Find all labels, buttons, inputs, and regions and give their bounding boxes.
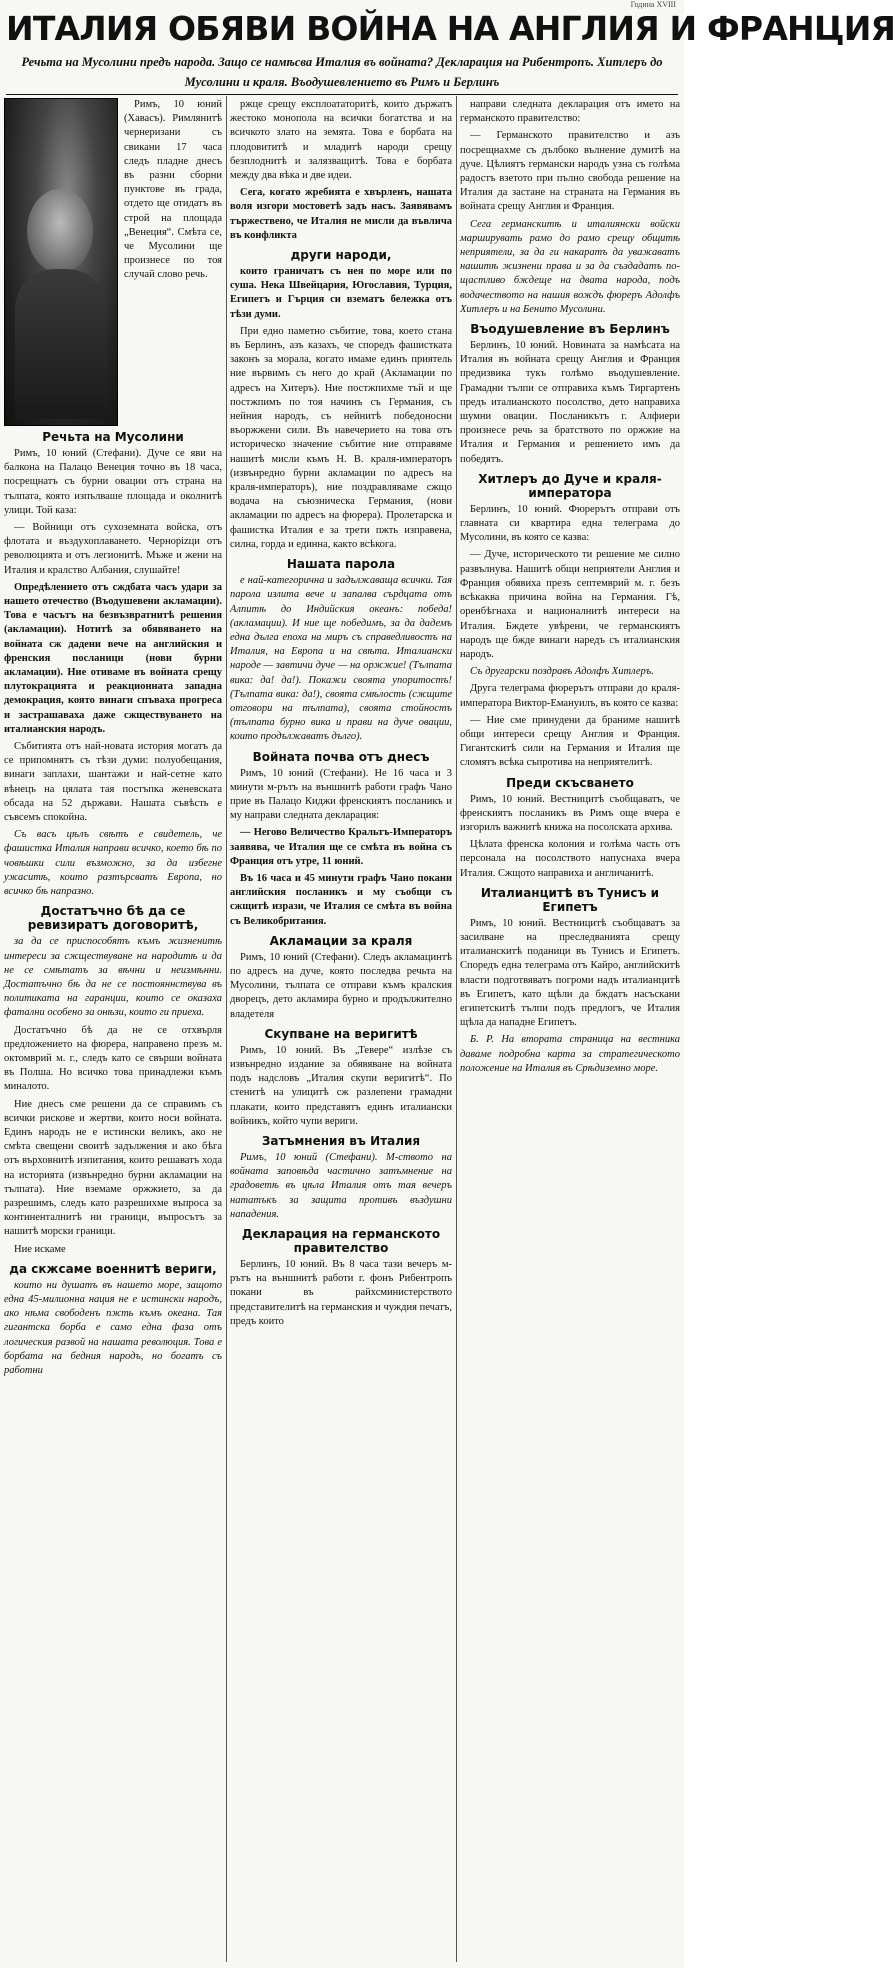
article-paragraph-bold: които граничатъ съ нея по море или по суша. Нека Швейцария, Югославия, Турция, Египетъ и Гърция си взематъ бележка отъ тѣзи думи. [230, 266, 452, 320]
article-paragraph: Римъ, 10 юний. Вестницитѣ съобщаватъ, че френскиятъ посланикъ въ Римъ още вчера е изгорилъ важнитѣ книжа на посолската архива. [460, 793, 680, 833]
column-3 [460, 98, 680, 1962]
article-paragraph-italic: Съ васъ цѣлъ свѣтъ е свидетель, че фашистка Италия направи всичко, което бѣ по човѣшки сили възможно, за да избегне ужаситѣ, които разтърсватъ Европа, но всичко бѣ напразно. [4, 829, 222, 898]
section-heading: Скупване на веригитѣ [264, 1026, 418, 1041]
section-heading: Нашата парола [286, 557, 396, 572]
article-paragraph: — Дуче, историческото ти решение ме силно развълнува. Нашитѣ общи неприятели Англия и Франция обявиха презъ септемврий м. г. безъ всѣкаква причина война на Германия. Гѣ, оренбѣгнаха и националнитѣ интереси на Италия. Бждете увѣрени, че германскиятъ народъ ще бжде винаги наредъ съ италианския народъ. [460, 549, 680, 660]
main-headline: ИТАЛИЯ ОБЯВИ ВОЙНА НА АНГЛИЯ И ФРАНЦИЯ [6, 9, 895, 48]
photo-caption: Речьта на Мусолини [42, 430, 184, 444]
article-paragraph-bold: Сега, когато жребията е хвърленъ, нашата воля изгори мостоветѣ задъ насъ. Заявявамъ тържествено, че Италия не мисли да въвлича въ конфликта [230, 187, 452, 241]
editorial-note: Б. Р. На втората страница на вестника даваме подробна карта за стратегическото положение на Италия въ Срѣдиземно море. [460, 1034, 680, 1074]
article-paragraph: ржце срещу експлоататоритѣ, които държатъ жестоко монопола на всички богатства и на всичкото злато на земята. Това е борбата на плодовититѣ и младитѣ народи срещу безплоднитѣ и залязващитѣ. Това е борбата между два вѣка и две идеи. [230, 99, 452, 182]
section-heading: Войната почва отъ днесъ [252, 749, 430, 764]
article-paragraph-bold: — Негово Величество Кральтъ-Императоръ заявява, че Италия ще се смѣта въ война съ Франция отъ утре, 11 юний. [230, 827, 452, 867]
column-rule-1 [226, 96, 227, 1962]
article-paragraph-italic: за да се приспособятъ къмъ жизненитѣ интереси за сжществуване на народитѣ и да не се смѣтатъ за вѣчни и неизмѣнни. Достатъчно бѣ да не се постояннствува въ политиката на гаранции, които се оказаха фатални особено за онѣзи, които ги приеха. [4, 936, 222, 1019]
article-paragraph-italic: които ни душатъ въ нашето море, защото една 45-милионна нация не е истински народъ, ако нѣма свободенъ пжть къмъ океана. Тая гигантска борба е само една фаза отъ логическия развой на нашата революция. Това е борбата на бедния народъ, но богатъ съ работни [4, 1279, 222, 1376]
article-paragraph: — Войници отъ сухоземната войска, отъ флотата и въздухоплаването. Чернорizци отъ революцията и отъ легионитѣ. Мъже и жени на Италия и кралство Албания, слушайте! [4, 522, 222, 576]
section-heading: Хитлеръ до Дуче и краля-императора [478, 471, 662, 500]
article-paragraph: Достатъчно бѣ да не се отхвърля предложението на фюрера, направено презъ м. октомврий м. г., следъ като се свърши войната въ Полша. Но всичко това принадлежи къмъ миналото. [4, 1024, 222, 1093]
article-paragraph: направи следната декларация отъ името на германското правителство: [460, 99, 680, 125]
section-heading: други народи, [290, 248, 392, 263]
section-heading: Преди скъсването [506, 775, 634, 790]
article-paragraph: Берлинъ, 10 юний. Новината за намѣсата на Италия въ войната срещу Англия и Франция предизвика тукъ голѣмо въодушевление. Грамадни тълпи се отправиха къмъ Тиргартенъ предъ италианското посолство, дето направиха шумни овации. Посланикътъ г. Алфиери произнесе речь за братството по оржжие на Италия и Германия и решението имъ да победятъ. [460, 340, 680, 465]
mussolini-photo [4, 98, 118, 426]
article-paragraph: Ние искаме [14, 1243, 66, 1255]
article-paragraph: Ние днесъ сме решени да се справимъ съ всички рискове и жертви, които носи войната. Единъ народъ не е истински великъ, ако не смѣта свещени своитѣ задължения и ако бѣга отъ върховнитѣ изпитания, които решаватъ хода на историята (извънредно бурни акламации на тълпата). Ние вземаме оржжието, за да разрешимъ, следъ като разрешихме въпроса за континенталнитѣ ни граници, въпросътъ за нашитѣ морски граници. [4, 1098, 222, 1238]
article-paragraph: Берлинъ, 10 юний. Въ 8 часа тази вечеръ м-рътъ на външнитѣ работи г. фонъ Рибентропъ покани въ райхсминистерството представителитѣ на германския и чуждия печатъ, предъ които [230, 1259, 452, 1327]
article-paragraph-bold: Опредѣлението отъ сждбата часъ удари за нашето отечество (Въодушевени акламации). Това е часътъ на безвъзвратнитѣ решения (акламации). Нотитѣ за обявяването на войната сж дадени вече на английския и френския посланици (нови бурни акламации). Ние отиваме въ войната срещу плутокрацията и реакционната западна демокрация, която винаги спъваха прогреса и застрашаваха даже сжществуването на италианския народъ. [4, 581, 222, 735]
sub-headline: Речьта на Мусолини предъ народа. Защо се намѣсва Италия въ войната? Декларация на Рибентропъ. Хитлеръ до Мусолини и краля. Въодушевлението въ Римъ и Берлинъ [6, 52, 678, 95]
article-paragraph: Римъ, 10 юний. Въ „Тевере“ излѣзе съ извънредно издание за обявяване на войната подъ надсловъ „Италия скупи веригитѣ“. По стенитѣ на улицитѣ сж разлепени грамадни плакати, които представятъ единъ италиански войникъ, който чупи вериги. [230, 1044, 452, 1127]
article-paragraph: Друга телеграма фюрерътъ отправи до краля-императора Виктор-Емануилъ, въ която се казва: [460, 683, 680, 709]
column-rule-2 [456, 96, 457, 1962]
article-paragraph: — Ние сме принудени да браниме нашитѣ общи интереси срещу Англия и Франция. Гигантскитѣ сили на Германия и Италия ще сломятъ всѣка съпротива на неприятелитѣ. [460, 714, 680, 769]
photo-figure [15, 269, 107, 419]
article-paragraph: Римъ, 10 юний (Стефани). Следъ акламацинтѣ по адресъ на дуче, която последва речьта на Мусолини, тълпата се отправи къмъ кралския дворецъ, дето акламира бурно и продължително владетеля [230, 951, 452, 1020]
article-paragraph: Цѣлата френска колония и голѣма часть отъ персонала на посолството напуснаха вчера Италия. Сжщото направиха и англичанитѣ. [460, 839, 680, 879]
article-paragraph-italic: е най-категорична и задължаваща всички. Тая парола излита вече и запалва сърдцата отъ Алпитѣ до Индийския океанъ: победа! (акламации). И ние ще победимъ, за да дадемъ една дълга епоха на миръ съ справедливостъ на Италия, на Европа и на свѣта. Италиански народе — завтичи дуче — на оржжие! (Тълпата вика: да! да!). Покажи своята упоритостъ! (Тълпата вика: да!), своята смѣлость (сжщите отговори на тълпата), своята стойностъ (тълпата бурно вика и прави на дуче овации, които продължаватъ дълго). [230, 575, 452, 743]
section-heading: Въодушевление въ Берлинъ [470, 322, 670, 337]
article-paragraph: Римъ, 10 юний (Стефани). Дуче се яви на балкона на Палацо Венеция точно въ 18 часа, посрещнатъ съ бурни овации отъ страна на тълпата, която изпълваше площада и околнитѣ улици. Той каза: [4, 448, 222, 516]
section-heading: Затъмнения въ Италия [261, 1134, 421, 1148]
article-paragraph: — Германското правителство и азъ посрещнахме съ дълбоко вълнение думитѣ на дуче. Цѣлиятъ германски народъ узна съ голѣма радостъ взетото при пълно свобода решение на Италия да застане на страната на Германия въ войната срещу Англия и Франция. [460, 130, 680, 213]
issue-strip: Година XVIII [630, 0, 676, 9]
article-paragraph-italic: Сега германскитѣ и италиянски войски марширувать рамо до рамо срещу общитѣ неприятели, за да ги накаратъ да уважаватъ нашитѣ жизнени права и за да създадатъ по-щастливо бждеще на двата народа, подъ водачеството на нашия вождъ фюреръ Адолфъ Хитлеръ и на Бенито Мусолини. [460, 218, 680, 315]
article-paragraph: При едно паметно събитие, това, което стана въ Берлинъ, азъ казахъ, че споредъ фашистката законъ за морала, когато имаме единъ приятель ние вървимъ съ него до край (Акламации по адресъ на Хитеръ). Ние постжпихме тъй и ще постжпимъ по тоя начинъ съ Германия, съ нейния народъ, съ нейнитѣ победоносни въоржжени сили. Въ навечерието на това отъ историческо значение събитие ние отправяме нашитѣ мисли къмъ Н. В. краля-императоръ (извънредно бурни акламации по адресъ на краля-императоръ), ние поздравляваме сжщо водача на съюзническа Германия, (нови акламации по адресъ на фюрера). Пролетарска и фашистка Италия е за трети пжть изправена, силна, горда и единна, както всѣкога. [230, 325, 452, 550]
section-heading: Акламации за краля [269, 933, 413, 948]
article-paragraph: Берлинъ, 10 юний. Фюрерътъ отправи отъ главната си квартира една телеграма до Мусолини, въ която се казва: [460, 503, 680, 544]
column-2 [230, 98, 452, 1962]
article-paragraph-italic: Съ другарски поздравъ Адолфъ Хитлеръ. [470, 666, 654, 678]
section-heading: Италианцитѣ въ Тунисъ и Египетъ [480, 885, 660, 914]
section-heading: да скжсаме военнитѣ вериги, [9, 1261, 217, 1276]
column-1 [4, 98, 222, 1962]
article-paragraph-bold: Въ 16 часа и 45 минути графъ Чано покани английския посланикъ и му съобщи съ сжщитѣ изрази, че Италия се смѣта въ война съ Великобритания. [230, 872, 452, 927]
article-paragraph: Римъ, 10 юний (Хавасъ). Римлянитѣ чернеризани съ свикани 17 часа следъ пладне днесъ въ разни сборни пунктове въ града, отдето ще отидатъ въ строй на площада „Венеция“. Смѣта се, че Мусолини ще произнесе по тоя случай слово речь. [124, 99, 222, 281]
article-paragraph: Събитията отъ най-новата история могатъ да се припомнятъ съ тѣзи думи: полуобещания, винаги заплахи, шантажи и най-сетне като вѣнецъ на цялата тая постъпка женевската обсада на 52 държави. Нашата съвѣсть е съвсемъ спокойна. [4, 741, 222, 824]
article-paragraph: Римъ, 10 юний (Стефани). Не 16 часа и 3 минути м-рътъ на външнитѣ работи графъ Чано прие въ Палацо Киджи френскиятъ посланикъ и му направи следната декларация: [230, 767, 452, 822]
article-paragraph-italic: Римъ, 10 юний (Стефани). М-ството на войната заповѣда частично затъмнение на градоветѣ въ цѣла Италия отъ тая вечеръ нататъкъ за защита противъ въздушни нападения. [230, 1152, 452, 1220]
section-heading: Декларация на германското правителство [241, 1227, 441, 1256]
photo-face [27, 189, 93, 273]
article-paragraph: Римъ, 10 юний. Вестницитѣ съобщаватъ за засилване на преследванията срещу италианскитѣ поданици въ Тунисъ и Египетъ. Споредъ една телеграма отъ Кайро, английскитѣ власти подготвяватъ погроми надъ италианцитѣ въ Египетъ, като щѣли да бждатъ насъскани египетскитѣ тълпи подъ предлогъ, че Италия щѣла да нападне Египетъ. [460, 917, 680, 1029]
section-heading: Достатъчно бѣ да се ревизиратъ договоритѣ, [27, 904, 199, 933]
